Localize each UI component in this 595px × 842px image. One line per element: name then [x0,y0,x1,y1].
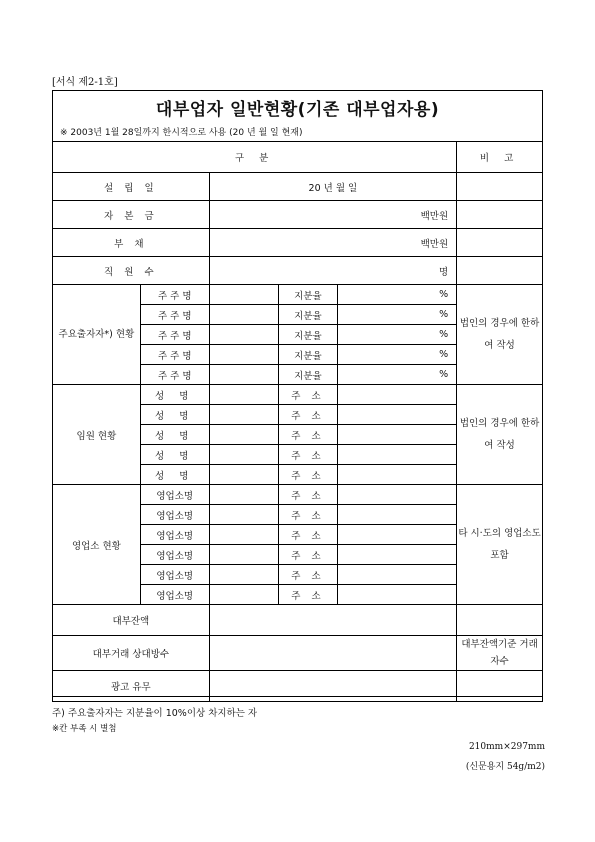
header-division: 구 분 [53,142,457,173]
employees-field[interactable]: 명 [209,257,456,285]
counterparties-field[interactable] [209,636,456,671]
branch-name-field[interactable] [209,505,278,525]
loan-balance-field[interactable] [209,605,456,636]
officer-name-field[interactable] [209,385,278,405]
officer-name-field[interactable] [209,405,278,425]
officer-address-label: 주 소 [278,425,338,445]
share-ratio-field[interactable]: % [338,285,457,305]
branch-address-label: 주 소 [278,565,338,585]
officer-address-label: 주 소 [278,405,338,425]
employees-label: 직 원 수 [53,257,210,285]
officer-name-label: 성 명 [140,465,209,485]
debt-label: 부 채 [53,229,210,257]
officer-address-field[interactable] [338,425,457,445]
shareholder-name-field[interactable] [209,305,278,325]
officer-address-label: 주 소 [278,465,338,485]
advertising-field[interactable] [209,671,456,702]
branch-address-field[interactable] [338,565,457,585]
header-remarks: 비 고 [457,142,543,173]
officer-name-label: 성 명 [140,385,209,405]
officer-name-label: 성 명 [140,405,209,425]
branch-name-label: 영업소명 [140,565,209,585]
shareholder-name-label: 주 주 명 [140,285,209,305]
share-ratio-field[interactable]: % [338,325,457,345]
remarks-cell[interactable] [457,671,543,702]
branch-name-field[interactable] [209,485,278,505]
branch-address-field[interactable] [338,505,457,525]
share-ratio-field[interactable]: % [338,345,457,365]
advertising-label: 광고 유무 [53,671,210,702]
officer-address-field[interactable] [338,465,457,485]
officer-address-field[interactable] [338,445,457,465]
loan-balance-label: 대부잔액 [53,605,210,636]
officer-address-label: 주 소 [278,445,338,465]
branches-section-label: 영업소 현황 [53,485,141,605]
remarks-cell[interactable] [457,605,543,636]
shareholders-section-label: 주요출자자*) 현황 [53,285,141,385]
branch-address-field[interactable] [338,585,457,605]
branch-name-label: 영업소명 [140,505,209,525]
branch-address-label: 주 소 [278,525,338,545]
officer-name-field[interactable] [209,445,278,465]
branches-note: 타 시·도의 영업소도 포함 [457,485,543,605]
establishment-date-label: 설 립 일 [53,173,210,201]
officers-section-label: 임원 현황 [53,385,141,485]
branch-name-field[interactable] [209,585,278,605]
branch-address-label: 주 소 [278,485,338,505]
branch-address-label: 주 소 [278,505,338,525]
branch-name-field[interactable] [209,565,278,585]
counterparties-label: 대부거래 상대방수 [53,636,210,671]
shareholder-name-field[interactable] [209,365,278,385]
form-table [52,141,543,702]
branch-name-label: 영업소명 [140,485,209,505]
branch-name-field[interactable] [209,525,278,545]
branch-address-label: 주 소 [278,545,338,565]
share-ratio-label: 지분율 [278,345,338,365]
form-subnote: ※ 2003년 1월 28일까지 한시적으로 사용 (20 년 월 일 현재) [60,128,303,138]
branch-address-label: 주 소 [278,585,338,605]
officer-name-field[interactable] [209,465,278,485]
remarks-cell[interactable] [457,173,543,201]
shareholder-name-field[interactable] [209,285,278,305]
remarks-cell[interactable] [457,257,543,285]
remarks-cell[interactable] [457,201,543,229]
branch-address-field[interactable] [338,545,457,565]
branch-address-field[interactable] [338,525,457,545]
debt-field[interactable]: 백만원 [209,229,456,257]
shareholder-name-label: 주 주 명 [140,325,209,345]
form-title: 대부업자 일반현황(기존 대부업자용) [155,100,440,120]
footnote-attachment: ※칸 부족 시 별첨 [52,724,117,734]
footnote-major-shareholder: 주) 주요출자자는 지분율이 10%이상 차지하는 자 [52,708,258,719]
capital-field[interactable]: 백만원 [209,201,456,229]
branch-name-label: 영업소명 [140,545,209,565]
paper-size: 210mm×297mm [468,742,545,752]
officer-name-field[interactable] [209,425,278,445]
share-ratio-field[interactable]: % [338,365,457,385]
capital-label: 자 본 금 [53,201,210,229]
share-ratio-label: 지분율 [278,325,338,345]
officer-address-field[interactable] [338,405,457,425]
branch-address-field[interactable] [338,485,457,505]
officers-note: 법인의 경우에 한하여 작성 [457,385,543,485]
remarks-cell[interactable] [457,229,543,257]
share-ratio-label: 지분율 [278,305,338,325]
share-ratio-label: 지분율 [278,285,338,305]
establishment-date-field[interactable]: 20 년 월 일 [209,173,456,201]
shareholder-name-field[interactable] [209,325,278,345]
branch-name-field[interactable] [209,545,278,565]
form-number: [서식 제2-1호] [52,77,118,88]
shareholder-name-label: 주 주 명 [140,345,209,365]
branch-name-label: 영업소명 [140,525,209,545]
shareholder-name-field[interactable] [209,345,278,365]
share-ratio-field[interactable]: % [338,305,457,325]
branch-name-label: 영업소명 [140,585,209,605]
counterparties-note: 대부잔액기준 거래자수 [457,636,543,671]
shareholder-name-label: 주 주 명 [140,305,209,325]
officer-name-label: 성 명 [140,425,209,445]
shareholders-note: 법인의 경우에 한하여 작성 [457,285,543,385]
share-ratio-label: 지분율 [278,365,338,385]
officer-name-label: 성 명 [140,445,209,465]
shareholder-name-label: 주 주 명 [140,365,209,385]
paper-type: (신문용지 54g/m2) [465,762,545,772]
officer-address-label: 주 소 [278,385,338,405]
officer-address-field[interactable] [338,385,457,405]
